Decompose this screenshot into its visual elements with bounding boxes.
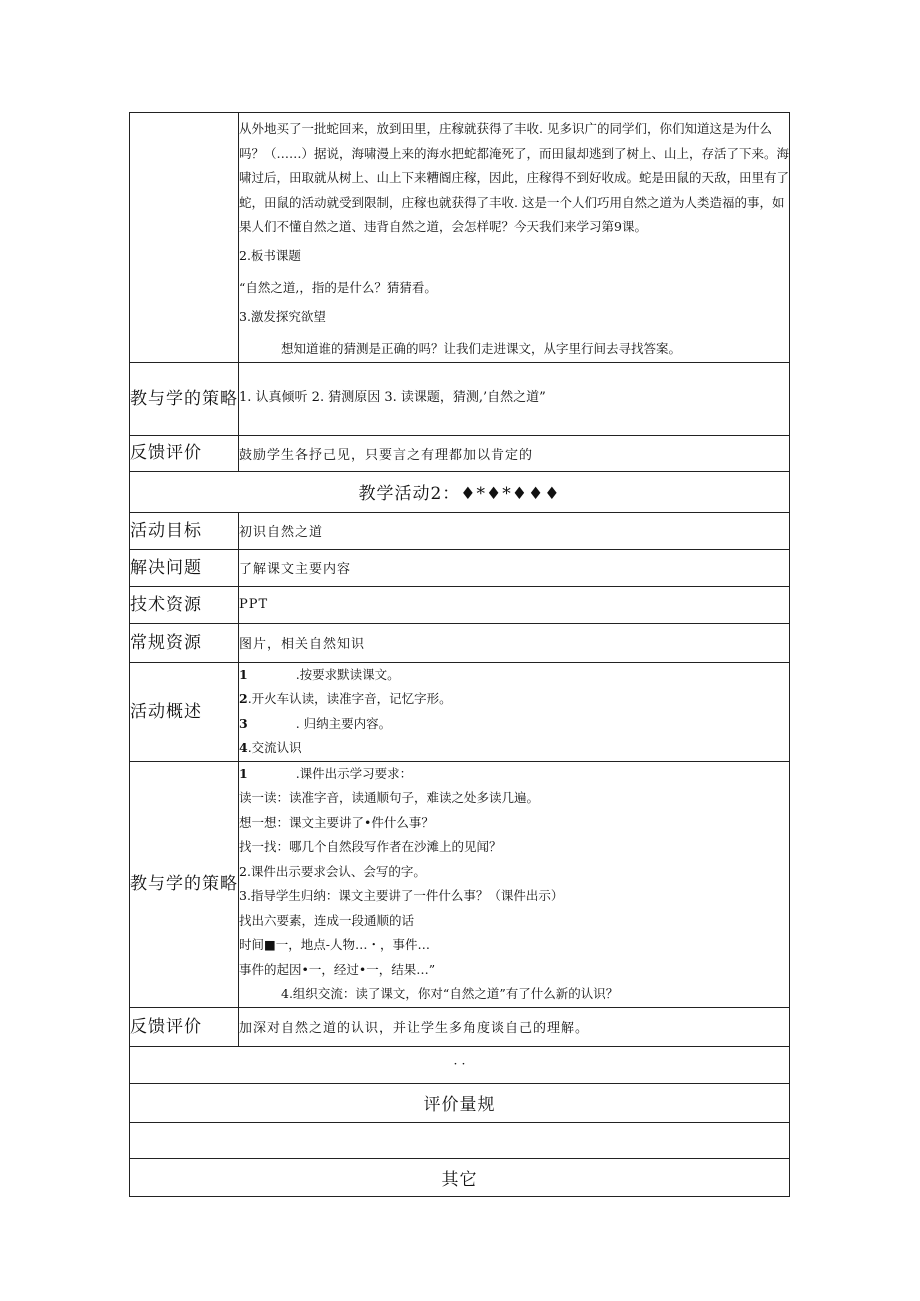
overview-item-text: .开火车认读，读准字音，记忆字形。 (247, 691, 452, 706)
overview-item-num: 3 (239, 715, 248, 731)
other-title-row (130, 1158, 790, 1196)
tech-text: PPT (239, 586, 790, 623)
overview-item (239, 712, 789, 737)
rubric-empty-cell (130, 1122, 790, 1158)
goal-label: 活动目标 (130, 512, 239, 549)
intro-step-2: 2.板书课题 (239, 247, 301, 263)
strategy2-content (239, 761, 790, 1007)
strategy2-line: 4.组织交流：读了课文，你对“自然之道”有了什么新的认识？ (281, 986, 619, 1001)
other-title: 其它 (130, 1158, 790, 1196)
goal-row (130, 512, 790, 549)
feedback2-row (130, 1007, 790, 1046)
dots-row (130, 1046, 790, 1083)
activity2-title: 教学活动2：♦*♦*♦♦♦ (130, 471, 790, 512)
overview-item-num: 2 (239, 691, 248, 706)
tech-row (130, 586, 790, 623)
lesson-plan-table (129, 112, 790, 1197)
strategy2-line: 事件的起因•一，经过•一，结果…” (239, 961, 436, 977)
strategy1-row (130, 362, 790, 435)
intro-label-cell (130, 113, 239, 363)
overview-item (239, 663, 789, 688)
overview-item (239, 736, 789, 761)
overview-label: 活动概述 (130, 662, 239, 761)
feedback1-label: 反馈评价 (130, 435, 239, 471)
strategy2-line: 想一想：课文主要讲了•件什么事？ (239, 814, 434, 830)
intro-paragraph: 从外地买了一批蛇回来，放到田里，庄稼就获得了丰收. 见多识广的同学们，你们知道这是为什么吗？（……）据说，海啸漫上来的海水把蛇都淹死了，而田鼠却逃到了树上、山上，存活了下来。海啸过后，田取就从树上、山上下来糟阍庄稼，因此，庄稼得不到好收成。蛇是田鼠的天敌，田里有了蛇，田鼠的活动就受到限制，庄稼也就获得了丰收. 这是一个人们巧用自然之道为人类造福的事，如果人们不懂自然之道、违背自然之道，会怎样呢？今天我们来学习第9课。 (239, 121, 790, 234)
intro-row (130, 113, 790, 363)
overview-list (239, 662, 790, 761)
intro-content-cell (239, 113, 790, 363)
goal-text: 初识自然之道 (239, 512, 790, 549)
overview-item-text: .按要求默读课文。 (295, 666, 400, 682)
overview-item-num: 1 (239, 666, 248, 682)
strategy2-line: 找一找：哪几个自然段写作者在沙滩上的见闻？ (239, 839, 502, 854)
intro-quote: “自然之道,，指的是什么？猜猜看。 (239, 280, 437, 295)
strategy1-label: 教与学的策略 (130, 362, 239, 435)
problem-text: 了解课文主要内容 (239, 549, 790, 586)
feedback1-text: 鼓励学生各抒己见，只要言之有理都加以肯定的 (239, 435, 790, 471)
strategy2-line-num: 1 (239, 765, 248, 781)
strategy2-line (239, 762, 789, 787)
strategy2-line: 3.指导学生归纳：课文主要讲了一件什么事？（课件出示） (239, 888, 564, 903)
feedback2-label: 反馈评价 (130, 1007, 239, 1046)
dots-text: · · (130, 1046, 790, 1083)
strategy1-text: 1. 认真倾听 2. 猜测原因 3. 读课题，猜测,’自然之道” (239, 362, 790, 435)
strategy2-line-text: .课件出示学习要求： (295, 765, 413, 781)
strategy2-label: 教与学的策略 (130, 761, 239, 1007)
tech-label: 技术资源 (130, 586, 239, 623)
overview-row (130, 662, 790, 761)
overview-item-num: 4 (239, 740, 248, 755)
regular-label: 常规资源 (130, 623, 239, 662)
overview-item (239, 687, 789, 712)
strategy2-line: 时间■一，地点-人物…・，事件… (239, 937, 431, 952)
overview-item-text: . 归纳主要内容。 (295, 715, 392, 731)
overview-item-text: .交流认识 (247, 740, 302, 755)
rubric-title: 评价量规 (130, 1083, 790, 1122)
feedback1-row (130, 435, 790, 471)
activity2-title-row (130, 471, 790, 512)
intro-step-3: 3.激发探究欲望 (239, 308, 326, 324)
rubric-title-row (130, 1083, 790, 1122)
problem-row (130, 549, 790, 586)
strategy2-line: 2.课件出示要求会认、会写的字。 (239, 863, 426, 879)
feedback2-text: 加深对自然之道的认识，并让学生多角度谈自己的理解。 (239, 1007, 790, 1046)
strategy2-row (130, 761, 790, 1007)
strategy2-line: 读一读：读准字音，读通顺句子，难读之处多读几遍。 (239, 790, 540, 805)
rubric-empty-row (130, 1122, 790, 1158)
regular-row (130, 623, 790, 662)
problem-label: 解决问题 (130, 549, 239, 586)
intro-closing: 想知道谁的猜测是正确的吗？让我们走进课文，从字里行间去寻找答案。 (281, 341, 682, 356)
regular-text: 图片，相关自然知识 (239, 623, 790, 662)
strategy2-line: 找出六要素，连成一段通顺的话 (239, 912, 415, 928)
